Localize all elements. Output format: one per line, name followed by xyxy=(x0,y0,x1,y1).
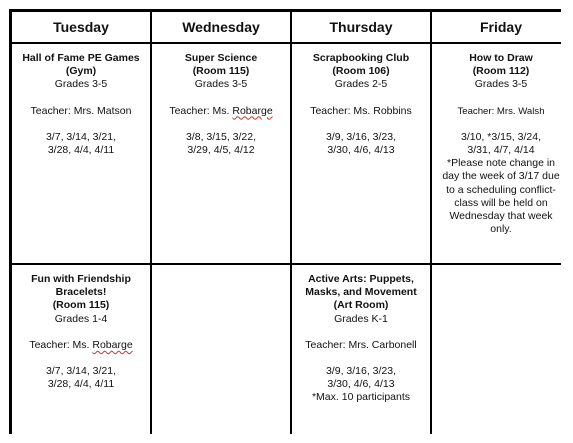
class-teacher: Teacher: Mrs. Carbonell xyxy=(305,338,417,351)
class-dates: 3/9, 3/16, 3/23, xyxy=(325,130,397,143)
schedule-note: class will be held on xyxy=(454,196,548,209)
class-room: (Room 106) xyxy=(332,65,390,78)
class-room: (Gym) xyxy=(65,65,97,78)
class-title: Super Science xyxy=(184,52,258,64)
class-room: (Room 112) xyxy=(472,65,530,78)
class-teacher xyxy=(16,339,146,352)
schedule-note: only. xyxy=(490,223,512,236)
class-teacher: Teacher: Mrs. Walsh xyxy=(457,105,545,117)
schedule-note: to a scheduling conflict- xyxy=(446,183,556,196)
class-title: Scrapbooking Club xyxy=(312,52,410,64)
cell-thursday-row2 xyxy=(292,265,430,437)
cell-tuesday-row2 xyxy=(12,265,150,437)
class-dates: 3/7, 3/14, 3/21, xyxy=(45,365,117,378)
class-dates: 3/30, 4/6, 4/13 xyxy=(327,144,395,157)
class-room: (Room 115) xyxy=(192,65,250,78)
class-grades: Grades 3-5 xyxy=(474,78,528,91)
class-grades: Grades 1-4 xyxy=(54,312,108,325)
header-wednesday: Wednesday xyxy=(152,12,290,42)
cell-tuesday-row1 xyxy=(12,44,150,263)
class-grades: Grades 3-5 xyxy=(54,78,108,91)
class-teacher: Teacher: Mrs. Matson xyxy=(30,104,132,117)
schedule-note: *Please note change in xyxy=(447,157,555,170)
class-dates: 3/9, 3/16, 3/23, xyxy=(325,365,397,378)
teacher-name: Robarge xyxy=(92,338,133,351)
class-room: (Room 115) xyxy=(52,299,110,312)
class-teacher: Teacher: Ms. Robbins xyxy=(310,104,412,117)
class-title: How to Draw xyxy=(469,52,533,64)
class-dates: 3/30, 4/6, 4/13 xyxy=(327,378,395,391)
class-grades: Grades 3-5 xyxy=(194,78,248,91)
cell-friday-row2-empty xyxy=(432,265,570,437)
class-dates: 3/8, 3/15, 3/22, xyxy=(185,130,257,143)
class-room: (Art Room) xyxy=(333,299,389,312)
class-dates: 3/28, 4/4, 4/11 xyxy=(47,378,115,391)
class-dates: 3/31, 4/7, 4/14 xyxy=(467,144,535,157)
class-grades: Grades K-1 xyxy=(334,312,388,325)
header-tuesday: Tuesday xyxy=(12,12,150,42)
class-title: Fun with Friendship xyxy=(31,273,131,285)
schedule-note: Wednesday that week xyxy=(449,210,553,223)
class-teacher xyxy=(156,105,286,118)
class-grades: Grades 2-5 xyxy=(334,78,388,91)
class-dates: 3/7, 3/14, 3/21, xyxy=(45,130,117,143)
cell-wednesday-row2-empty xyxy=(152,265,290,437)
teacher-prefix: Teacher: Ms. xyxy=(169,104,233,117)
teacher-prefix: Teacher: Ms. xyxy=(29,338,93,351)
schedule-note: day the week of 3/17 due xyxy=(442,170,560,183)
schedule-table xyxy=(9,9,561,434)
class-title: Bracelets! xyxy=(55,286,107,299)
participant-note: *Max. 10 participants xyxy=(311,391,411,404)
header-friday: Friday xyxy=(432,12,570,42)
class-title: Hall of Fame PE Games xyxy=(22,52,140,64)
teacher-name: Robarge xyxy=(232,104,273,117)
class-dates: 3/29, 4/5, 4/12 xyxy=(187,144,255,157)
class-dates: 3/28, 4/4, 4/11 xyxy=(47,144,115,157)
class-title: Active Arts: Puppets, xyxy=(308,273,414,285)
class-title: Masks, and Movement xyxy=(305,286,417,299)
cell-wednesday-row1 xyxy=(152,44,290,263)
header-thursday: Thursday xyxy=(292,12,430,42)
cell-friday-row1 xyxy=(432,44,570,263)
class-dates: 3/10, *3/15, 3/24, xyxy=(461,130,541,143)
cell-thursday-row1 xyxy=(292,44,430,263)
